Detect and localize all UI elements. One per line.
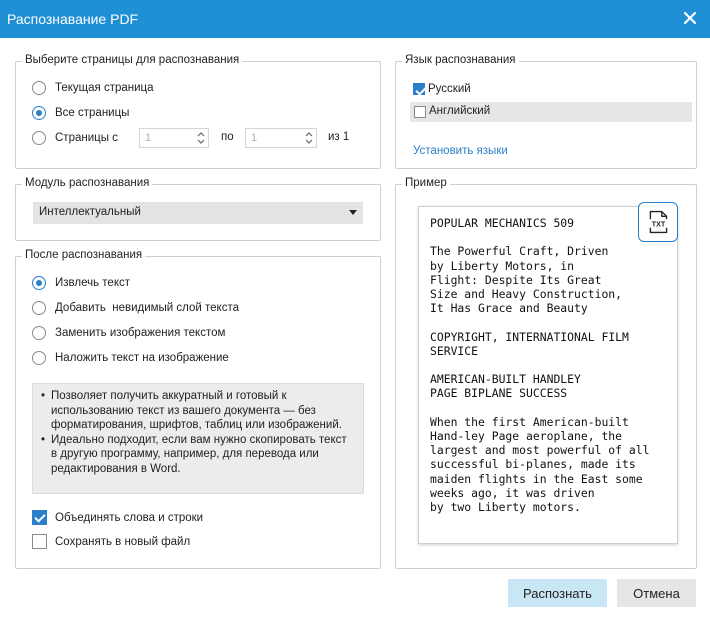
radio-page-range[interactable] bbox=[32, 129, 118, 147]
page-to-label: по bbox=[221, 131, 234, 143]
page-total-label: из 1 bbox=[328, 131, 350, 143]
language-russian-checkbox[interactable] bbox=[413, 83, 425, 95]
save-new-file-label: Сохранять в новый файл bbox=[55, 535, 191, 548]
sample-preview bbox=[418, 206, 678, 544]
radio-invisible-layer-button[interactable] bbox=[32, 301, 46, 315]
radio-replace-images[interactable] bbox=[32, 324, 225, 342]
description-item: • Идеально подходит, если вам нужно скопировать текст в другую программу, например, для перевода или редактирования в Word. bbox=[41, 433, 355, 477]
module-legend: Модуль распознавания bbox=[22, 177, 152, 189]
txt-format-button[interactable] bbox=[638, 202, 678, 242]
radio-extract-text-label: Извлечь текст bbox=[55, 277, 130, 289]
language-english-checkbox[interactable] bbox=[414, 106, 426, 118]
page-from-stepper[interactable] bbox=[139, 128, 209, 148]
after-group bbox=[15, 249, 381, 569]
radio-overlay-text-button[interactable] bbox=[32, 351, 46, 365]
page-from-value: 1 bbox=[145, 132, 152, 144]
page-to-stepper[interactable] bbox=[245, 128, 317, 148]
stepper-arrows-icon[interactable] bbox=[196, 130, 206, 146]
close-icon[interactable] bbox=[680, 8, 700, 28]
radio-overlay-text-label: Наложить текст на изображение bbox=[55, 352, 229, 364]
merge-words-checkbox[interactable] bbox=[32, 510, 47, 525]
language-legend: Язык распознавания bbox=[402, 54, 519, 66]
radio-all-pages-label: Все страницы bbox=[55, 107, 130, 119]
language-russian-label: Русский bbox=[428, 83, 471, 95]
radio-invisible-layer-label: Добавить невидимый слой текста bbox=[55, 302, 239, 314]
radio-all-pages-button[interactable] bbox=[32, 106, 46, 120]
radio-current-page[interactable] bbox=[32, 79, 154, 97]
radio-page-range-button[interactable] bbox=[32, 131, 46, 145]
page-to-value: 1 bbox=[251, 132, 258, 144]
chevron-down-icon bbox=[349, 210, 357, 215]
window-title: Распознавание PDF bbox=[7, 11, 139, 27]
save-new-file-option[interactable] bbox=[32, 534, 190, 549]
install-languages-link[interactable]: Установить языки bbox=[413, 145, 508, 157]
radio-all-pages[interactable] bbox=[32, 104, 129, 122]
recognize-button[interactable]: Распознать bbox=[508, 579, 607, 607]
language-english-label: Английский bbox=[429, 105, 491, 117]
radio-current-page-button[interactable] bbox=[32, 81, 46, 95]
language-item-russian[interactable] bbox=[413, 83, 471, 95]
language-item-english[interactable] bbox=[410, 102, 692, 122]
radio-invisible-layer[interactable] bbox=[32, 299, 239, 317]
radio-overlay-text[interactable] bbox=[32, 349, 229, 367]
save-new-file-checkbox[interactable] bbox=[32, 534, 47, 549]
radio-page-range-label: Страницы с bbox=[55, 132, 118, 144]
sample-text: POPULAR MECHANICS 509 The Powerful Craft, Driven by Liberty Motors, in Flight: Despite Its Great Size and Heavy Construction, It Has Grace and Beauty COPYRIGHT, INTERNATIONAL FILM SERVICE AMERICAN-BUILT HANDLEY PAGE BIPLANE SUCCESS When the first American-built Hand-ley Page aeroplane, the largest and most powerful of all successful bi-planes, made its maiden flights in the East some weeks ago, it was driven by two Liberty motors. bbox=[430, 216, 650, 515]
stepper-arrows-icon[interactable] bbox=[304, 130, 314, 146]
merge-words-label: Объединять слова и строки bbox=[55, 511, 204, 524]
radio-replace-images-label: Заменить изображения текстом bbox=[55, 327, 226, 339]
pages-legend: Выберите страницы для распознавания bbox=[22, 54, 242, 66]
module-group bbox=[15, 177, 381, 241]
language-group bbox=[395, 54, 697, 169]
title-bar bbox=[0, 0, 710, 38]
cancel-button[interactable]: Отмена bbox=[617, 579, 696, 607]
radio-extract-text[interactable] bbox=[32, 274, 130, 292]
description-item: • Позволяет получить аккуратный и готовый к использованию текст из вашего документа — без форматирования, шрифтов, таблиц или изображений. bbox=[41, 389, 355, 433]
txt-file-icon bbox=[639, 203, 677, 241]
txt-badge-label: TXT bbox=[651, 220, 666, 229]
module-select-value: Интеллектуальный bbox=[39, 206, 141, 218]
after-legend: После распознавания bbox=[22, 249, 145, 261]
mode-description-box bbox=[32, 383, 364, 494]
merge-words-option[interactable] bbox=[32, 510, 203, 525]
radio-replace-images-button[interactable] bbox=[32, 326, 46, 340]
pages-group bbox=[15, 54, 381, 169]
module-select[interactable] bbox=[33, 202, 363, 224]
radio-extract-text-button[interactable] bbox=[32, 276, 46, 290]
radio-current-page-label: Текущая страница bbox=[55, 82, 154, 94]
sample-legend: Пример bbox=[402, 177, 450, 189]
